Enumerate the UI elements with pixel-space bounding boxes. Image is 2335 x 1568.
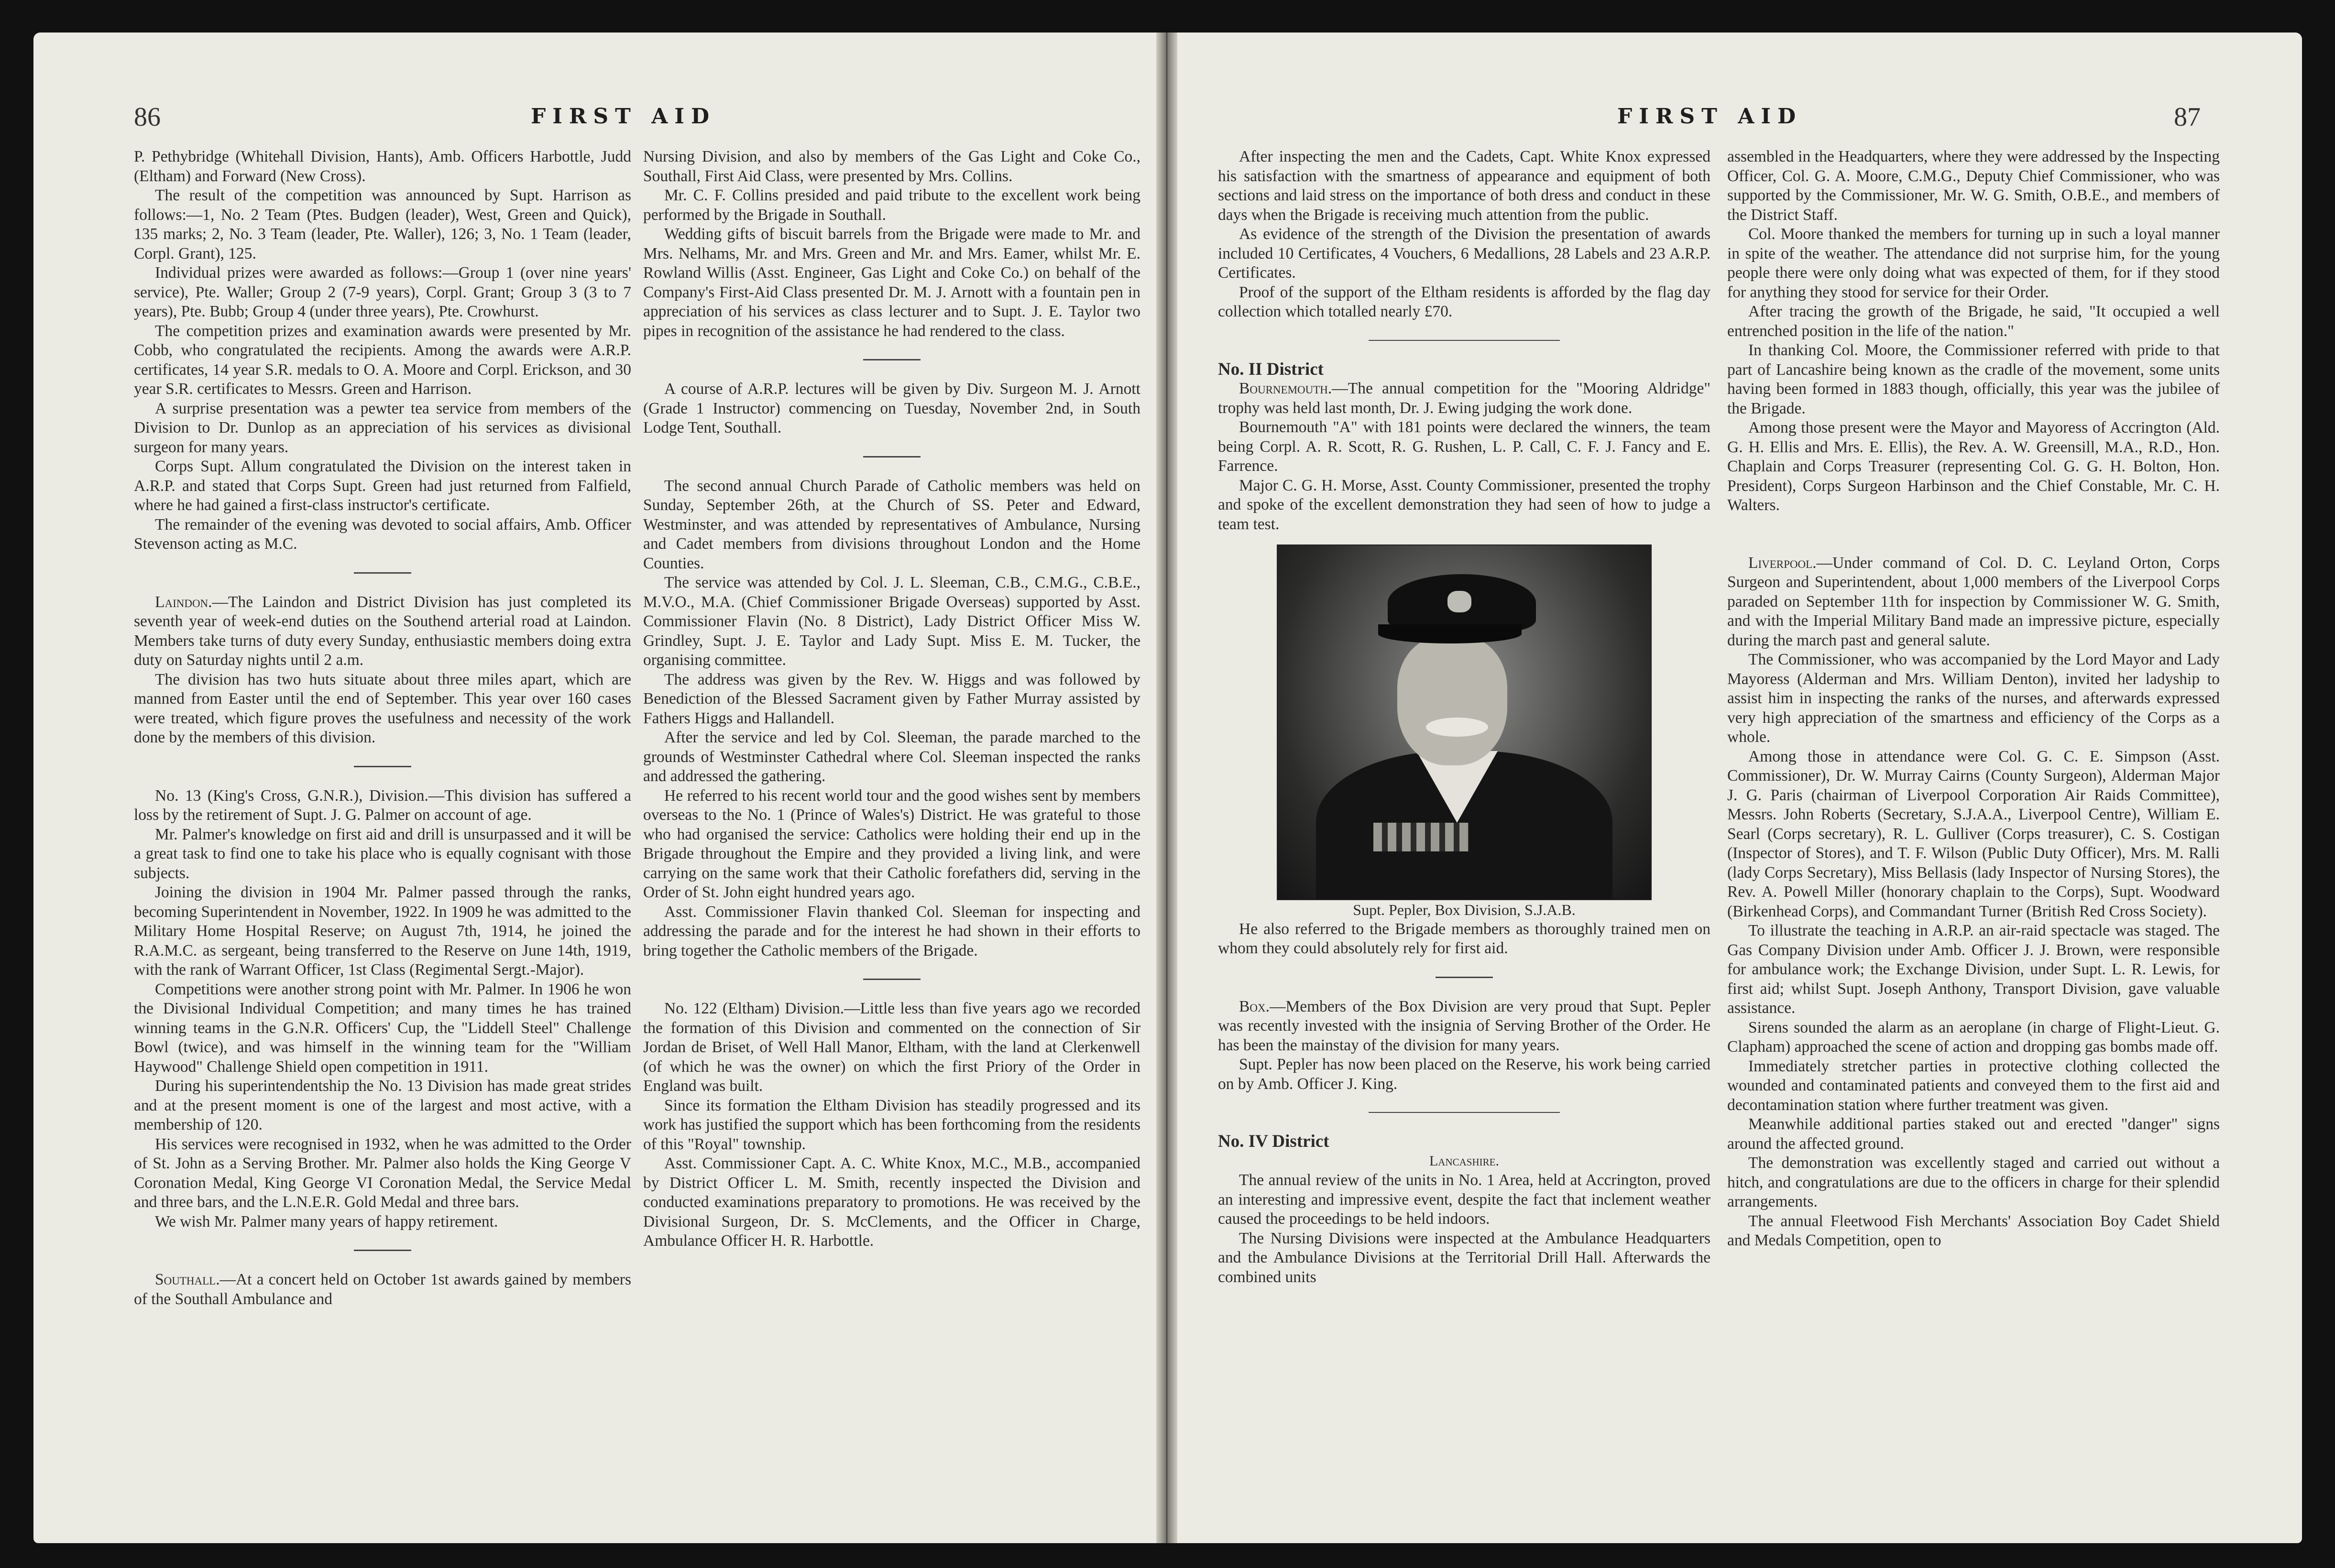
paragraph: Among those present were the Mayor and Mayoress of Accrington (Ald. G. H. Ellis and Mrs. E. Ellis), the Rev. A. W. Greensill, M.A., R.D., Hon. Chaplain and Corps Treasurer (representing Col. G. G. H. Bolton, Hon. President), Corps Surgeon Harbinson and the Chief Constable, Mr. C. H. Walters. <box>1727 419 2220 514</box>
paragraph: The demonstration was excellently staged and carried out without a hitch, and congratulations are due to the officers in charge for their splendid arrangements. <box>1727 1154 2220 1210</box>
paragraph: No. 122 (Eltham) Division.—Little less than five years ago we recorded the formation of this Division and commented on the connection of Sir Jordan de Briset, of Well Hall Manor, Eltham, with the land at Clerkenwell (of which he was the owner) on which the first Priory of the Order in England was built. <box>643 1000 1140 1095</box>
page-number: 86 <box>134 102 161 132</box>
section-divider <box>1436 977 1493 978</box>
paragraph: Box.—Members of the Box Division are very proud that Supt. Pepler was recently invested with the insignia of Serving Brother of the Order. He has been the mainstay of the division for many years. <box>1218 997 1710 1054</box>
section-divider <box>354 572 411 574</box>
paragraph: The address was given by the Rev. W. Higgs and was followed by Benediction of the Blessed Sacrament given by Father Murray assisted by Fathers Higgs and Hallandell. <box>643 670 1140 727</box>
right-page <box>1177 33 2302 1543</box>
paragraph: After inspecting the men and the Cadets, Capt. White Knox expressed his satisfaction with the smartness of appearance and equipment of both sections and laid stress on the importance of both dress and conduct in these days when the Brigade is receiving much attention from the public. <box>1218 148 1710 224</box>
paragraph: He referred to his recent world tour and the good wishes sent by members overseas to the No. 1 (Prince of Wales's) District. He was grateful to those who had organised the service: Catholics were holding their end up in the Brigade throughout the Empire and they provided a living link, and were carrying on the same work that their Catholic forefathers did, serving in the Order of St. John eight hundred years ago. <box>643 786 1140 901</box>
paragraph: Corps Supt. Allum congratulated the Division on the interest taken in A.R.P. and stated that Corps Supt. Green had just returned from Falfield, where he had gained a first-class instructor's certificate. <box>134 457 631 514</box>
running-head: FIRST AID <box>1617 104 1803 129</box>
paragraph: Among those in attendance were Col. G. C. E. Simpson (Asst. Commissioner), Dr. W. Murray Cairns (County Surgeon), Alderman Major J. G. Paris (chairman of Liverpool Corporation Air Raids Committee), Messrs. John Roberts (Secretary, S.J.A.A., Liverpool Centre), William E. Searl (Corps secretary), R. L. Gulliver (Corps treasurer), C. S. Costigan (Inspector of Stores), and T. F. Wilson (Public Duty Officer), Mrs. M. Ralli (lady Corps Secretary), Miss Bellasis (lady Inspector of Nursing Stores), the Rev. A. Powell Miller (honorary chaplain to the Corps), Supt. Woodward (Birkenhead Corps), and Commandant Turner (British Red Cross Society). <box>1727 747 2220 920</box>
section-divider <box>1369 1112 1560 1113</box>
paragraph: Sirens sounded the alarm as an aeroplane (in charge of Flight-Lieut. G. Clapham) approached the scene of action and dropping gas bombs made off. <box>1727 1018 2220 1056</box>
paragraph: He also referred to the Brigade members as thoroughly trained men on whom they could absolutely rely for first aid. <box>1218 920 1710 957</box>
paragraph-lead: Laindon. <box>155 593 212 611</box>
district-heading: No. IV District <box>1218 1132 1329 1151</box>
paragraph-lead: Bournemouth. <box>1239 380 1332 397</box>
paragraph: The Nursing Divisions were inspected at the Ambulance Headquarters and the Ambulance Divisions at the Territorial Drill Hall. Afterwards the combined units <box>1218 1229 1710 1286</box>
paragraph: Major C. G. H. Morse, Asst. County Commissioner, presented the trophy and spoke of the excellent demonstration they had seen of how to judge a team test. <box>1218 476 1710 533</box>
paragraph: Since its formation the Eltham Division has steadily progressed and its work has justified the support which has been forthcoming from the residents of this "Royal" township. <box>643 1096 1140 1153</box>
paragraph: Laindon.—The Laindon and District Division has just completed its seventh year of week-end duties on the Southend arterial road at Laindon. Members take turns of duty every Sunday, enthusiastic members doing extra duty on Saturday nights until 2 a.m. <box>134 593 631 669</box>
paragraph: Nursing Division, and also by members of the Gas Light and Coke Co., Southall, First Aid Class, were presented by Mrs. Collins. <box>643 148 1140 185</box>
paragraph: A course of A.R.P. lectures will be given by Div. Surgeon M. J. Arnott (Grade 1 Instructor) commencing on Tuesday, November 2nd, in South Lodge Tent, Southall. <box>643 380 1140 436</box>
paragraph: The service was attended by Col. J. L. Sleeman, C.B., C.M.G., C.B.E., M.V.O., M.A. (Chief Commissioner Brigade Overseas) supported by Asst. Commissioner Flavin (No. 8 District), Lady District Officer Miss W. Grindley, Supt. J. E. Taylor and Lady Supt. Miss E. M. Tucker, the organising committee. <box>643 574 1140 669</box>
paragraph: Southall.—At a concert held on October 1st awards gained by members of the Southall Ambulance and <box>134 1271 631 1308</box>
paragraph: The result of the competition was announced by Supt. Harrison as follows:—1, No. 2 Team (Ptes. Budgen (leader), West, Green and Quick), 135 marks; 2, No. 3 Team (leader, Pte. Waller), 126; 3, No. 1 Team (leader, Corpl. Grant), 125. <box>134 186 631 262</box>
paragraph-lead: Box. <box>1239 997 1270 1015</box>
paragraph: Meanwhile additional parties staked out and erected "danger" signs around the affected ground. <box>1727 1115 2220 1153</box>
paragraph: Joining the division in 1904 Mr. Palmer passed through the ranks, becoming Superintendent in November, 1922. In 1909 he was admitted to the Military Home Hospital Reserve; on August 7th, 1914, he joined the R.A.M.C. as sergeant, being transferred to the Reserve on June 14th, 1919, with the rank of Warrant Officer, 1st Class (Regimental Sergt.-Major). <box>134 883 631 979</box>
paragraph: We wish Mr. Palmer many years of happy retirement. <box>155 1212 498 1230</box>
paragraph: Bournemouth.—The annual competition for the "Mooring Aldridge" trophy was held last month, Dr. J. Ewing judging the work done. <box>1218 380 1710 417</box>
page-number: 87 <box>2174 102 2201 132</box>
running-head: FIRST AID <box>531 104 716 129</box>
right-column-2 <box>1727 147 2220 1251</box>
paragraph: Mr. C. F. Collins presided and paid tribute to the excellent work being performed by the Brigade in Southall. <box>643 186 1140 224</box>
paragraph: Mr. Palmer's knowledge on first aid and drill is unsurpassed and it will be a great task to find one to take his place who is equally cognisant with those subjects. <box>134 825 631 882</box>
paragraph: Liverpool.—Under command of Col. D. C. Leyland Orton, Corps Surgeon and Superintendent, about 1,000 members of the Liverpool Corps paraded on September 11th for inspection by Commissioner W. G. Smith, and with the Imperial Military Band made an impressive picture, especially during the march past and general salute. <box>1727 554 2220 649</box>
paragraph: The annual Fleetwood Fish Merchants' Association Boy Cadet Shield and Medals Competition, open to <box>1727 1212 2220 1249</box>
paragraph: Competitions were another strong point with Mr. Palmer. In 1906 he won the Divisional Individual Competition; and many times he has trained winning teams in the G.N.R. Officers' Cup, the "Liddell Steel" Challenge Bowl (twice), and was himself in the winning team for the "William Haywood" Challenge Shield open competition in 1911. <box>134 980 631 1076</box>
paragraph: assembled in the Headquarters, where they were addressed by the Inspecting Officer, Col. G. A. Moore, C.M.G., Deputy Chief Commissioner, who was supported by the Commissioner, Mr. W. G. Smith, O.B.E., and members of the District Staff. <box>1727 148 2220 224</box>
paragraph: Wedding gifts of biscuit barrels from the Brigade were made to Mr. and Mrs. Nelhams, Mr. and Mrs. Green and Mr. and Mrs. Eamer, whilst Mr. E. Rowland Willis (Asst. Engineer, Gas Light and Coke Co.) on behalf of the Company's First-Aid Class presented Dr. M. J. Arnott with a fountain pen in appreciation of his services as class lecturer and to Supt. J. E. Taylor two pipes in recognition of the assistance he had rendered to the class. <box>643 225 1140 340</box>
left-column-2 <box>643 147 1140 1251</box>
paragraph: Supt. Pepler has now been placed on the Reserve, his work being carried on by Amb. Officer J. King. <box>1218 1056 1710 1093</box>
section-divider <box>863 456 921 457</box>
book-gutter <box>1156 33 1177 1543</box>
paragraph: Individual prizes were awarded as follows:—Group 1 (over nine years' service), Pte. Waller; Group 2 (7-9 years), Corpl. Grant; Group 3 (3 to 7 years), Pte. Bubb; Group 4 (under three years), Pte. Crowhurst. <box>134 264 631 320</box>
photo-caption: Supt. Pepler, Box Division, S.J.A.B. <box>1353 901 1576 918</box>
paragraph: Asst. Commissioner Capt. A. C. White Knox, M.C., M.B., accompanied by District Officer L. M. Smith, recently inspected the Division and conducted examinations preparatory to promotions. He was received by the Divisional Surgeon, Dr. S. McClements, and the Officer in Charge, Ambulance Officer H. R. Harbottle. <box>643 1154 1140 1250</box>
paragraph: His services were recognised in 1932, when he was admitted to the Order of St. John as a Serving Brother. Mr. Palmer also holds the King George V Coronation Medal, King George VI Coronation Medal, the Service Medal and three bars, and the L.N.E.R. Gold Medal and three bars. <box>134 1135 631 1211</box>
paragraph: Immediately stretcher parties in protective clothing collected the wounded and contaminated patients and conveyed them to the first aid and decontamination station where further treatment was given. <box>1727 1057 2220 1114</box>
paragraph: No. 13 (King's Cross, G.N.R.), Division.—This division has suffered a loss by the retirement of Supt. J. G. Palmer on account of age. <box>134 786 631 824</box>
paragraph: The division has two huts situate about three miles apart, which are manned from Easter until the end of September. This year over 160 cases were treated, which figure proves the usefulness and necessity of the work done by the members of this division. <box>134 670 631 746</box>
paragraph: The second annual Church Parade of Catholic members was held on Sunday, September 26th, at the Church of SS. Peter and Edward, Westminster, and was attended by representatives of Ambulance, Nursing and Cadet members from divisions throughout London and the Home Counties. <box>643 477 1140 572</box>
paragraph: In thanking Col. Moore, the Commissioner referred with pride to that part of Lancashire being known as the cradle of the movement, some units having been formed in 1883 though, officially, this year was the jubilee of the Brigade. <box>1727 341 2220 417</box>
paragraph: P. Pethybridge (Whitehall Division, Hants), Amb. Officers Harbottle, Judd (Eltham) and Forward (New Cross). <box>134 148 631 185</box>
paragraph: The remainder of the evening was devoted to social affairs, Amb. Officer Stevenson acting as M.C. <box>134 515 631 553</box>
section-divider <box>354 1250 411 1251</box>
paragraph: To illustrate the teaching in A.R.P. an air-raid spectacle was staged. The Gas Company Division under Amb. Officer J. J. Brown, were responsible for ambulance work; the Exchange Division, under Supt. L. R. Lewis, for first aid; whilst Supt. Joseph Anthony, Transport Division, gave valuable assistance. <box>1727 922 2220 1017</box>
section-divider <box>1727 515 1785 554</box>
district-heading: No. II District <box>1218 359 1324 379</box>
paragraph: After the service and led by Col. Sleeman, the parade marched to the grounds of Westminster Cathedral where Col. Sleeman inspected the ranks and addressed the gathering. <box>643 729 1140 785</box>
paragraph: The Commissioner, who was accompanied by the Lord Mayor and Lady Mayoress (Alderman and Mrs. William Denton), invited her ladyship to assist him in inspecting the ranks of the nurses, and afterwards expressed very high appreciation of the smartness and efficiency of the Corps as a whole. <box>1727 651 2220 746</box>
paragraph: After tracing the growth of the Brigade, he said, "It occupied a well entrenched position in the life of the nation." <box>1727 303 2220 340</box>
right-column-1 <box>1218 147 1710 1287</box>
section-divider <box>1369 340 1560 341</box>
section-divider <box>354 766 411 767</box>
paragraph: Col. Moore thanked the members for turning up in such a loyal manner in spite of the weather. The attendance did not surprise him, for the young people there were only doing what was expected of them, for if they stood for anything they stood for service for their Order. <box>1727 225 2220 301</box>
paragraph-lead: Southall. <box>155 1271 220 1288</box>
paragraph: Proof of the support of the Eltham residents is afforded by the flag day collection which totalled nearly £70. <box>1218 283 1710 320</box>
left-page <box>33 33 1156 1543</box>
paragraph: The annual review of the units in No. 1 Area, held at Accrington, proved an interesting and impressive event, despite the fact that inclement weather caused the proceedings to be held indoors. <box>1218 1171 1710 1228</box>
paragraph: The competition prizes and examination awards were presented by Mr. Cobb, who congratulated the recipients. Among the awards were A.R.P. certificates, 14 year S.R. medals to O. A. Moore and Corpl. Erickson, and 30 year S.R. certificates to Messrs. Green and Harrison. <box>134 322 631 398</box>
paragraph: A surprise presentation was a pewter tea service from members of the Division to Dr. Dunlop as an appreciation of his services as divisional surgeon for many years. <box>134 399 631 456</box>
paragraph: Asst. Commissioner Flavin thanked Col. Sleeman for inspecting and addressing the parade and for the interest he had shown in their efforts to bring together the Catholic members of the Brigade. <box>643 903 1140 959</box>
paragraph: During his superintendentship the No. 13 Division has made great strides and at the present moment is one of the largest and most active, with a membership of 120. <box>134 1077 631 1133</box>
section-divider <box>863 979 921 980</box>
section-divider <box>863 359 921 360</box>
right-column-1-top <box>1218 147 1710 534</box>
paragraph: Bournemouth "A" with 181 points were declared the winners, the team being Corpl. A. R. Scott, R. G. Rushen, L. P. Call, C. F. J. Fancy and E. Farrence. <box>1218 418 1710 475</box>
left-column-1 <box>134 147 631 1309</box>
right-column-1-bottom <box>1218 920 1710 1287</box>
area-subheading: Lancashire. <box>1429 1153 1499 1169</box>
paragraph: As evidence of the strength of the Division the presentation of awards included 10 Certificates, 4 Vouchers, 6 Medallions, 28 Labels and 23 A.R.P. Certificates. <box>1218 225 1710 282</box>
portrait-photo <box>1277 544 1652 900</box>
paragraph-lead: Liverpool. <box>1748 554 1817 572</box>
